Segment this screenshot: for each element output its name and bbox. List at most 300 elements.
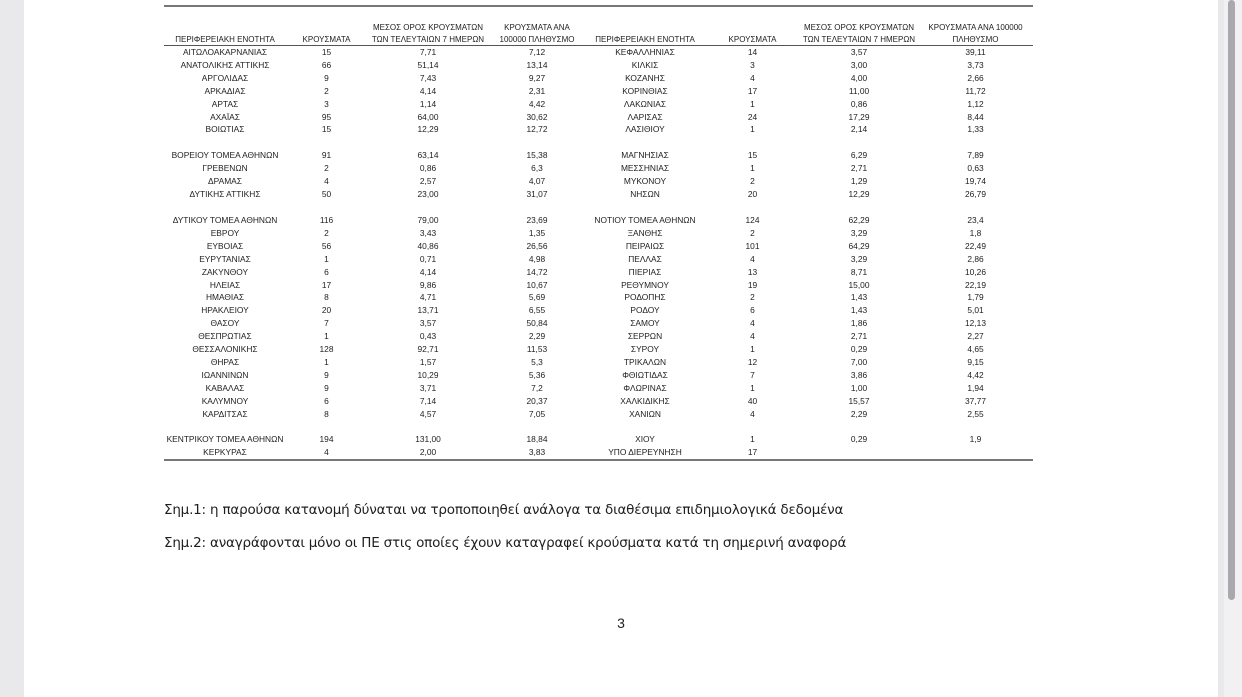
table-cell: 101 (745, 240, 760, 251)
table-cell: ΣΥΡΟΥ (630, 344, 660, 355)
scrollbar-thumb[interactable] (1228, 0, 1235, 600)
table-cell: 66 (321, 59, 332, 70)
table-cell: 12,72 (526, 124, 548, 135)
table-cell: 2 (324, 163, 329, 174)
table-row (164, 162, 1033, 175)
table-cell: ΦΛΩΡΙΝΑΣ (623, 382, 667, 393)
table-cell: ΛΑΣΙΘΙΟΥ (625, 124, 665, 135)
cases-table (164, 5, 1033, 461)
table-cell (918, 420, 1033, 433)
table-cell: 11,72 (965, 85, 986, 96)
table-cell: ΕΥΒΟΙΑΣ (206, 240, 244, 251)
table-cell: ΚΕΦΑΛΛΗΝΙΑΣ (615, 47, 675, 57)
table-cell: ΘΕΣΠΡΩΤΙΑΣ (198, 331, 252, 342)
table-cell: 18,84 (526, 434, 548, 445)
table-cell: 124 (745, 214, 760, 225)
table-cell: 17 (747, 85, 758, 96)
table-row (164, 149, 1033, 162)
table-row (164, 46, 1033, 59)
table-row (164, 59, 1033, 72)
column-header: ΚΡΟΥΣΜΑΤΑ ΑΝΑ 100000 ΠΛΗΘΥΣΜΟ (489, 6, 585, 46)
table-cell: 79,00 (417, 214, 439, 225)
table-cell: 12 (747, 356, 758, 367)
table-cell: ΦΘΙΩΤΙΔΑΣ (622, 369, 668, 380)
table-cell (286, 201, 367, 214)
table-cell: ΚΑΡΔΙΤΣΑΣ (202, 408, 248, 419)
table-cell: ΚΕΡΚΥΡΑΣ (164, 446, 286, 460)
table-cell (286, 420, 367, 433)
table-cell: ΗΜΑΘΙΑΣ (205, 292, 245, 303)
table-cell: 8,44 (967, 111, 984, 122)
table-cell: 0,71 (419, 253, 437, 264)
table-cell (705, 420, 800, 433)
table-cell: 0,86 (419, 163, 437, 174)
column-header: ΜΕΣΟΣ ΟΡΟΣ ΚΡΟΥΣΜΑΤΩΝ ΤΩΝ ΤΕΛΕΥΤΑΙΩΝ 7 ΗΜΕΡΩΝ (800, 6, 918, 46)
table-cell: 1,43 (850, 292, 868, 303)
table-cell (705, 201, 800, 214)
column-header: ΚΡΟΥΣΜΑΤΑ ΑΝΑ 100000 ΠΛΗΘΥΣΜΟ (918, 6, 1033, 46)
table-cell: 64,29 (848, 240, 870, 251)
table-cell: 7,43 (419, 72, 437, 83)
table-cell (800, 136, 918, 149)
table-cell: 4,42 (967, 369, 984, 380)
table-cell: ΔΥΤΙΚΟΥ ΤΟΜΕΑ ΑΘΗΝΩΝ (172, 214, 278, 225)
table-cell: 62,29 (848, 214, 870, 225)
table-cell: 6,55 (528, 305, 546, 316)
table-cell: 3,57 (850, 47, 868, 57)
table-cell: 5,3 (531, 356, 543, 367)
table-body (164, 46, 1033, 461)
table-cell: 7,89 (967, 150, 984, 161)
table-cell: 4,98 (528, 253, 546, 264)
table-row (164, 330, 1033, 343)
table-cell: 6 (324, 395, 329, 406)
table-cell (585, 420, 705, 433)
table-cell: ΔΡΑΜΑΣ (208, 176, 242, 187)
table-cell: 2,27 (967, 331, 984, 342)
column-header: ΠΕΡΙΦΕΡΕΙΑΚΗ ΕΝΟΤΗΤΑ (164, 6, 286, 46)
table-cell: ΛΑΚΩΝΙΑΣ (623, 98, 667, 109)
table-cell: 13,71 (417, 305, 439, 316)
table-cell: 1,14 (419, 98, 437, 109)
table-cell: ΜΥΚΟΝΟΥ (623, 176, 667, 187)
table-row (164, 266, 1033, 279)
table-cell: 50 (321, 189, 332, 200)
table-cell (286, 136, 367, 149)
column-header: ΜΕΣΟΣ ΟΡΟΣ ΚΡΟΥΣΜΑΤΩΝ ΤΩΝ ΤΕΛΕΥΤΑΙΩΝ 7 ΗΜΕΡΩΝ (367, 6, 489, 46)
table-cell: 3,00 (850, 59, 868, 70)
table-cell: ΚΟΡΙΝΘΙΑΣ (622, 85, 668, 96)
table-cell: 4 (750, 72, 755, 83)
table-cell: 2,00 (367, 446, 489, 460)
table-cell: 2,31 (528, 85, 546, 96)
table-cell (489, 201, 585, 214)
table-row (164, 136, 1033, 149)
table-cell: 12,13 (965, 318, 986, 329)
table-cell: 3 (324, 98, 329, 109)
table-cell: 14,72 (526, 266, 548, 277)
table-cell (367, 420, 489, 433)
table-cell: 2,57 (419, 176, 437, 187)
table-cell: ΤΡΙΚΑΛΩΝ (623, 356, 667, 367)
table-cell: 4,00 (850, 72, 868, 83)
table-cell: 7,2 (531, 382, 543, 393)
table-cell: ΚΑΛΥΜΝΟΥ (201, 395, 249, 406)
table-cell: 1,8 (969, 227, 982, 238)
table-cell: 19 (747, 279, 758, 290)
table-cell: 0,29 (850, 434, 868, 445)
table-cell: 14 (747, 47, 758, 57)
table-cell: 20 (747, 189, 758, 200)
table-cell: ΚΑΒΑΛΑΣ (205, 382, 245, 393)
table-cell: 15,38 (526, 150, 548, 161)
table-cell: 1,86 (850, 318, 868, 329)
table-cell: 23,00 (417, 189, 439, 200)
table-cell: 1 (324, 356, 329, 367)
table-cell: ΜΑΓΝΗΣΙΑΣ (621, 150, 669, 161)
table-cell: 4 (324, 176, 329, 187)
table-cell: 1 (324, 253, 329, 264)
table-cell: 1,35 (528, 227, 546, 238)
table-cell: 11,53 (526, 344, 548, 355)
table-cell: 1 (324, 331, 329, 342)
table-cell: ΕΒΡΟΥ (210, 227, 240, 238)
table-cell: 12,29 (417, 124, 439, 135)
table-cell: 2,55 (967, 408, 984, 419)
table-cell: ΙΩΑΝΝΙΝΩΝ (201, 369, 249, 380)
table-cell: 1,79 (967, 292, 984, 303)
table-cell: ΖΑΚΥΝΘΟΥ (201, 266, 249, 277)
table-cell: 1 (750, 382, 755, 393)
table-cell: ΑΧΑΪΑΣ (210, 111, 240, 122)
table-row (164, 291, 1033, 304)
table-row (164, 433, 1033, 446)
table-cell: ΑΙΤΩΛΟΑΚΑΡΝΑΝΙΑΣ (182, 47, 268, 57)
note-2: Σημ.2: αναγράφονται μόνο οι ΠΕ στις οποίες έχουν καταγραφεί κρούσματα κατά τη σημερινή αναφορά (164, 535, 847, 551)
table-cell: 39,11 (965, 47, 986, 57)
table-cell: 2,66 (967, 72, 984, 83)
table-cell: 1 (750, 98, 755, 109)
table-cell: 1 (750, 434, 755, 445)
table-cell: 17 (705, 446, 800, 460)
table-row (164, 279, 1033, 292)
column-header: ΚΡΟΥΣΜΑΤΑ (286, 6, 367, 46)
table-cell: 2 (324, 85, 329, 96)
table-cell: 8 (324, 408, 329, 419)
table-cell: 12,29 (848, 189, 870, 200)
table-row (164, 446, 1033, 460)
table-cell: ΚΟΖΑΝΗΣ (625, 72, 665, 83)
table-cell: ΒΟΡΕΙΟΥ ΤΟΜΕΑ ΑΘΗΝΩΝ (171, 150, 279, 161)
table-cell: ΧΑΝΙΩΝ (629, 408, 661, 419)
table-row (164, 408, 1033, 421)
table-cell (164, 201, 286, 214)
table-row (164, 395, 1033, 408)
column-header: ΚΡΟΥΣΜΑΤΑ (705, 6, 800, 46)
table-row (164, 253, 1033, 266)
table-row (164, 175, 1033, 188)
table-cell: ΡΟΔΟΠΗΣ (624, 292, 666, 303)
table-cell: ΓΡΕΒΕΝΩΝ (202, 163, 248, 174)
table-row (164, 240, 1033, 253)
table-cell: 2,86 (967, 253, 984, 264)
table-cell (918, 201, 1033, 214)
table-cell: 2,29 (528, 331, 546, 342)
table-cell: 37,77 (965, 395, 986, 406)
table-cell: 4,65 (967, 344, 984, 355)
table-cell: 9,15 (967, 356, 984, 367)
table-cell: 2,14 (850, 124, 868, 135)
page-number: 3 (617, 615, 625, 631)
note-1: Σημ.1: η παρούσα κατανομή δύναται να τροποποιηθεί ανάλογα τα διαθέσιμα επιδημιολογικά δεδομένα (164, 502, 844, 518)
table-cell: ΘΗΡΑΣ (210, 356, 240, 367)
table-row (164, 98, 1033, 111)
table-cell: 5,36 (528, 369, 546, 380)
table-cell: 10,67 (526, 279, 548, 290)
table-cell (800, 446, 918, 460)
table-cell: 10,26 (965, 266, 986, 277)
table-cell: 131,00 (415, 434, 441, 445)
table-row (164, 356, 1033, 369)
table-cell: ΕΥΡΥΤΑΝΙΑΣ (199, 253, 251, 264)
table-cell (489, 420, 585, 433)
table-header-row (164, 6, 1033, 46)
table-cell: 6,29 (850, 150, 868, 161)
table-cell: 0,86 (850, 98, 868, 109)
table-cell: 7,12 (528, 47, 546, 57)
table-cell (585, 201, 705, 214)
table-cell: 194 (319, 434, 334, 445)
table-cell: 4 (750, 408, 755, 419)
vertical-scrollbar[interactable] (1224, 0, 1242, 697)
table-cell: 3,43 (419, 227, 437, 238)
table-cell: 9 (324, 72, 329, 83)
table-cell: 2 (750, 176, 755, 187)
table-cell: 7,05 (528, 408, 546, 419)
table-cell: 15 (321, 124, 332, 135)
cases-table-container (164, 5, 1033, 461)
table-cell: 9,27 (528, 72, 546, 83)
table-cell: 20 (321, 305, 332, 316)
table-cell: 3,83 (489, 446, 585, 460)
table-cell (705, 136, 800, 149)
table-cell: 3,29 (850, 227, 868, 238)
table-row (164, 420, 1033, 433)
table-cell: 1,29 (850, 176, 868, 187)
table-cell: 7,71 (419, 47, 437, 57)
table-cell: 7 (324, 318, 329, 329)
table-cell: 2 (750, 227, 755, 238)
table-cell: 1,12 (967, 98, 984, 109)
table-cell: 1,43 (850, 305, 868, 316)
table-cell: 4,14 (419, 266, 437, 277)
table-cell: 20,37 (526, 395, 548, 406)
table-cell: 4,71 (419, 292, 437, 303)
table-row (164, 304, 1033, 317)
table-row (164, 343, 1033, 356)
table-cell: ΝΗΣΩΝ (630, 189, 660, 200)
table-cell: 4,07 (528, 176, 546, 187)
table-row (164, 72, 1033, 85)
table-cell: 1,9 (969, 434, 982, 445)
table-cell: ΡΟΔΟΥ (630, 305, 660, 316)
table-cell: 10,29 (417, 369, 439, 380)
table-cell: 13,14 (526, 59, 548, 70)
table-cell: 3,71 (419, 382, 437, 393)
table-cell: 40 (747, 395, 758, 406)
table-cell: ΠΕΙΡΑΙΩΣ (625, 240, 665, 251)
table-cell: ΡΕΘΥΜΝΟΥ (621, 279, 669, 290)
table-cell: 0,63 (967, 163, 984, 174)
table-cell: 17 (321, 279, 332, 290)
table-cell: 63,14 (417, 150, 439, 161)
table-cell: ΔΥΤΙΚΗΣ ΑΤΤΙΚΗΣ (189, 189, 261, 200)
table-cell: 15,57 (848, 395, 870, 406)
table-cell: 7,00 (850, 356, 868, 367)
table-cell: 9,86 (419, 279, 437, 290)
table-cell: 92,71 (417, 344, 439, 355)
table-cell: ΑΡΤΑΣ (211, 98, 239, 109)
table-cell: 9 (324, 382, 329, 393)
table-cell: 5,69 (528, 292, 546, 303)
table-cell: 26,56 (526, 240, 548, 251)
table-row (164, 85, 1033, 98)
table-cell: 56 (321, 240, 332, 251)
table-cell: 4 (750, 253, 755, 264)
table-cell: 0,43 (419, 331, 437, 342)
table-cell (164, 420, 286, 433)
table-cell: ΑΝΑΤΟΛΙΚΗΣ ΑΤΤΙΚΗΣ (180, 59, 270, 70)
table-cell: 4,14 (419, 85, 437, 96)
table-cell: 116 (319, 214, 334, 225)
table-cell: 91 (321, 150, 332, 161)
table-cell (367, 136, 489, 149)
table-cell: 3,73 (967, 59, 984, 70)
table-cell: 7,14 (419, 395, 437, 406)
table-cell: 17,29 (848, 111, 870, 122)
table-row (164, 188, 1033, 201)
table-cell: 4,42 (528, 98, 546, 109)
table-cell (585, 136, 705, 149)
table-cell: ΜΕΣΣΗΝΙΑΣ (620, 163, 670, 174)
table-cell: ΝΟΤΙΟΥ ΤΟΜΕΑ ΑΘΗΝΩΝ (594, 214, 696, 225)
table-cell: 23,69 (526, 214, 548, 225)
table-cell: 2,71 (850, 331, 868, 342)
table-cell: 1 (750, 163, 755, 174)
table-cell: ΗΡΑΚΛΕΙΟΥ (201, 305, 249, 316)
table-cell: 2,29 (850, 408, 868, 419)
table-cell (800, 420, 918, 433)
table-cell: 9 (324, 369, 329, 380)
table-cell: 6,3 (531, 163, 543, 174)
table-cell: 3 (750, 59, 755, 70)
column-header: ΠΕΡΙΦΕΡΕΙΑΚΗ ΕΝΟΤΗΤΑ (585, 6, 705, 46)
table-row (164, 214, 1033, 227)
table-cell: 22,19 (965, 279, 986, 290)
table-cell: 1 (750, 124, 755, 135)
table-cell: 128 (319, 344, 334, 355)
table-cell: 4 (750, 331, 755, 342)
table-cell: ΒΟΙΩΤΙΑΣ (205, 124, 245, 135)
table-cell: 15 (321, 47, 332, 57)
table-cell (800, 201, 918, 214)
table-cell: ΧΙΟΥ (635, 434, 655, 445)
table-cell: 3,86 (850, 369, 868, 380)
table-cell: 11,00 (848, 85, 870, 96)
table-cell: ΚΕΝΤΡΙΚΟΥ ΤΟΜΕΑ ΑΘΗΝΩΝ (166, 434, 284, 445)
table-cell: 64,00 (417, 111, 439, 122)
table-cell: 26,79 (965, 189, 986, 200)
table-cell: 1,94 (967, 382, 984, 393)
table-cell: ΘΕΣΣΑΛΟΝΙΚΗΣ (192, 344, 258, 355)
table-cell: 6 (324, 266, 329, 277)
table-row (164, 382, 1033, 395)
table-cell: 51,14 (417, 59, 439, 70)
table-row (164, 227, 1033, 240)
table-cell: 3,29 (850, 253, 868, 264)
table-cell: 4 (286, 446, 367, 460)
table-cell: 2 (324, 227, 329, 238)
table-cell: 6 (750, 305, 755, 316)
table-cell: 8 (324, 292, 329, 303)
table-cell: ΥΠΟ ΔΙΕΡΕΥΝΗΣΗ (585, 446, 705, 460)
table-cell: 2,71 (850, 163, 868, 174)
table-cell: 2 (750, 292, 755, 303)
table-row (164, 317, 1033, 330)
table-cell: 3,57 (419, 318, 437, 329)
table-cell: ΞΑΝΘΗΣ (627, 227, 663, 238)
table-cell: 23,4 (967, 214, 984, 225)
table-row (164, 123, 1033, 136)
table-row (164, 201, 1033, 214)
table-cell: 31,07 (526, 189, 548, 200)
table-cell: ΘΑΣΟΥ (210, 318, 240, 329)
table-cell: 1,00 (850, 382, 868, 393)
table-cell: ΑΡΚΑΔΙΑΣ (204, 85, 246, 96)
table-cell: ΧΑΛΚΙΔΙΚΗΣ (620, 395, 670, 406)
table-cell: ΠΙΕΡΙΑΣ (628, 266, 662, 277)
table-cell (918, 136, 1033, 149)
table-cell: ΠΕΛΛΑΣ (628, 253, 662, 264)
table-row (164, 111, 1033, 124)
table-cell: 4 (750, 318, 755, 329)
table-cell: 50,84 (526, 318, 548, 329)
table-cell (489, 136, 585, 149)
table-cell: ΗΛΕΙΑΣ (209, 279, 241, 290)
table-cell (918, 446, 1033, 460)
table-cell: 1,57 (419, 356, 437, 367)
table-cell: 4,57 (419, 408, 437, 419)
table-cell: 30,62 (526, 111, 548, 122)
table-cell (367, 201, 489, 214)
table-cell: 13 (747, 266, 758, 277)
table-cell: ΑΡΓΟΛΙΔΑΣ (201, 72, 249, 83)
table-cell: 1 (750, 344, 755, 355)
table-cell: 7 (750, 369, 755, 380)
table-cell: 15,00 (848, 279, 870, 290)
table-cell: ΣΕΡΡΩΝ (627, 331, 663, 342)
table-cell: 95 (321, 111, 332, 122)
table-cell: ΛΑΡΙΣΑΣ (627, 111, 663, 122)
table-cell: ΚΙΛΚΙΣ (631, 59, 659, 70)
table-cell: 15 (747, 150, 758, 161)
table-cell: 0,29 (850, 344, 868, 355)
table-cell: 24 (747, 111, 758, 122)
table-cell: 40,86 (417, 240, 439, 251)
table-cell: 8,71 (850, 266, 868, 277)
table-cell (164, 136, 286, 149)
table-cell: 1,33 (967, 124, 984, 135)
